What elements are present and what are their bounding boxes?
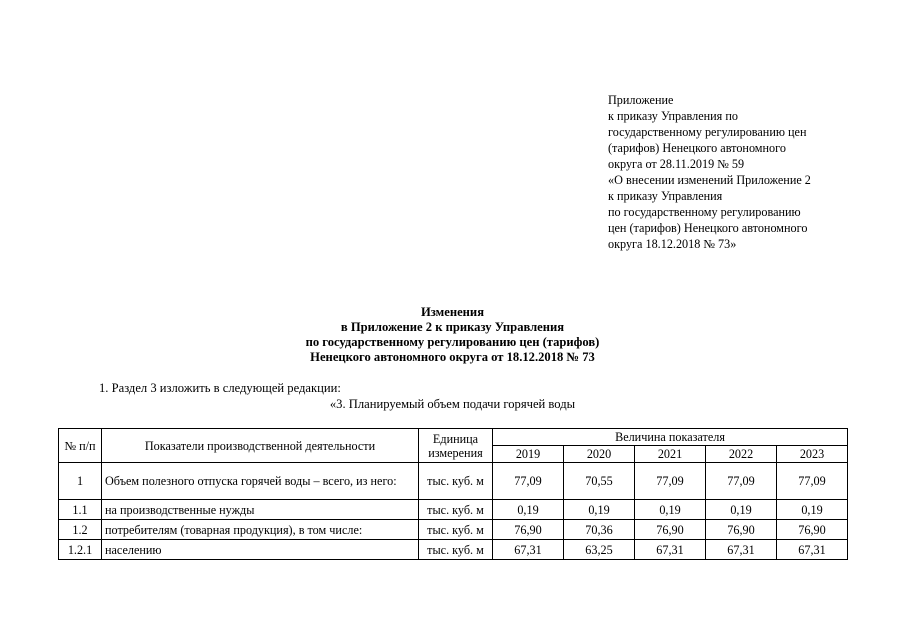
row-num: 1.1	[59, 500, 102, 520]
annex-line: округа 18.12.2018 № 73»	[608, 237, 737, 251]
annex-line: цен (тарифов) Ненецкого автономного	[608, 221, 808, 235]
row-value: 77,09	[635, 463, 706, 500]
annex-block	[608, 92, 888, 252]
row-num: 1.2	[59, 520, 102, 540]
annex-line: (тарифов) Ненецкого автономного	[608, 141, 786, 155]
annex-line: по государственному регулированию	[608, 205, 801, 219]
row-value: 77,09	[493, 463, 564, 500]
row-num: 1	[59, 463, 102, 500]
row-value: 0,19	[564, 500, 635, 520]
row-value: 0,19	[777, 500, 848, 520]
annex-line: «О внесении изменений Приложение 2	[608, 173, 811, 187]
row-unit: тыс. куб. м	[419, 540, 493, 560]
header-indicator: Показатели производственной деятельности	[102, 429, 419, 463]
header-year: 2019	[493, 446, 564, 463]
row-unit: тыс. куб. м	[419, 463, 493, 500]
row-value: 76,90	[493, 520, 564, 540]
row-value: 76,90	[777, 520, 848, 540]
table-row	[59, 520, 848, 540]
row-value: 77,09	[777, 463, 848, 500]
table-row	[59, 500, 848, 520]
row-value: 70,55	[564, 463, 635, 500]
row-value: 67,31	[635, 540, 706, 560]
row-value: 0,19	[493, 500, 564, 520]
annex-line: к приказу Управления по	[608, 109, 738, 123]
header-year: 2021	[635, 446, 706, 463]
row-unit: тыс. куб. м	[419, 500, 493, 520]
row-num: 1.2.1	[59, 540, 102, 560]
title-line: Изменения	[420, 305, 485, 319]
row-name: потребителям (товарная продукция), в том числе:	[102, 520, 419, 540]
row-value: 67,31	[493, 540, 564, 560]
indicators-table	[58, 428, 848, 560]
title-line: по государственному регулированию цен (тарифов)	[305, 335, 600, 349]
header-year: 2022	[706, 446, 777, 463]
header-value: Величина показателя	[493, 429, 848, 446]
row-value: 0,19	[635, 500, 706, 520]
title-line: в Приложение 2 к приказу Управления	[340, 320, 565, 334]
header-year: 2020	[564, 446, 635, 463]
title-line: Ненецкого автономного округа от 18.12.2018 № 73	[310, 350, 595, 364]
section-subheading: «3. Планируемый объем подачи горячей воды	[329, 397, 576, 411]
section-paragraph: 1. Раздел 3 изложить в следующей редакции:	[99, 381, 341, 395]
row-name: Объем полезного отпуска горячей воды – всего, из него:	[102, 463, 419, 500]
header-unit: Единица измерения	[419, 429, 493, 463]
row-value: 77,09	[706, 463, 777, 500]
row-value: 0,19	[706, 500, 777, 520]
row-value: 67,31	[706, 540, 777, 560]
header-num: № п/п	[59, 429, 102, 463]
row-value: 76,90	[635, 520, 706, 540]
row-value: 70,36	[564, 520, 635, 540]
table-header-row	[59, 429, 848, 446]
table-row	[59, 540, 848, 560]
header-year: 2023	[777, 446, 848, 463]
row-name: населению	[102, 540, 419, 560]
table-row	[59, 463, 848, 500]
row-value: 67,31	[777, 540, 848, 560]
annex-line: Приложение	[608, 93, 674, 107]
row-value: 76,90	[706, 520, 777, 540]
row-value: 63,25	[564, 540, 635, 560]
annex-line: округа от 28.11.2019 № 59	[608, 157, 745, 171]
annex-line: государственному регулированию цен	[608, 125, 807, 139]
document-title	[0, 305, 905, 365]
row-unit: тыс. куб. м	[419, 520, 493, 540]
row-name: на производственные нужды	[102, 500, 419, 520]
annex-line: к приказу Управления	[608, 189, 723, 203]
